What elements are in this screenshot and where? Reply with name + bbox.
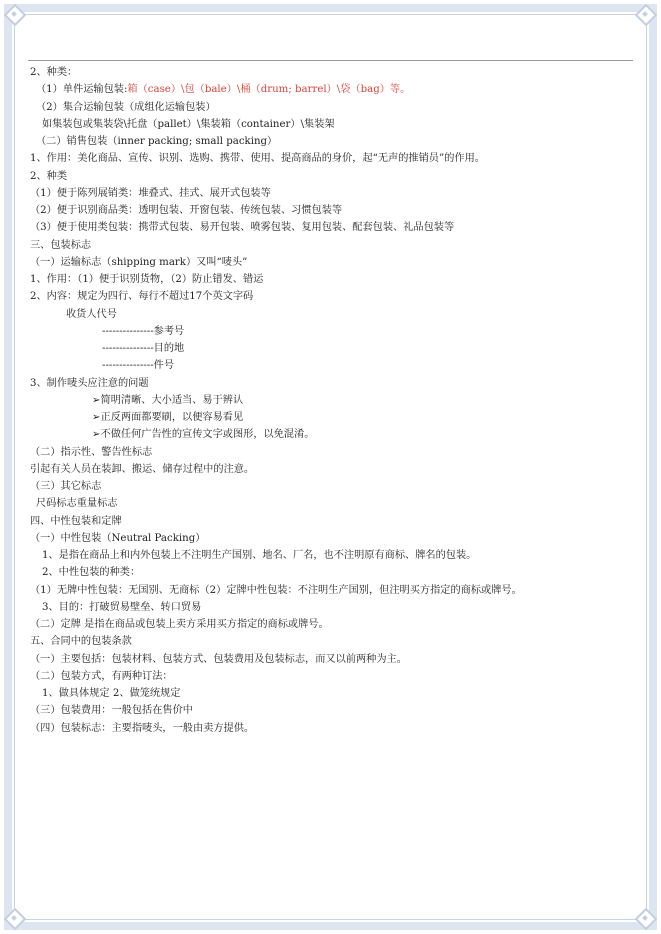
text-line: ---------------件号 [102,360,175,372]
text-line [30,81,640,98]
text-line: 2、中性包装的种类： [42,567,141,579]
corner-ornament-icon [2,2,28,28]
text-line: （2）集合运输包装（成组化运输包装） [36,101,216,113]
text-line: 2、种类： [30,67,78,78]
text-line: （一）运输标志（shipping mark）又叫“唛头” [30,256,248,268]
text-line: 2、种类 [30,170,68,182]
section-heading: 五、合同中的包装条款 [30,636,132,648]
text-line: （1）无牌中性包装：无国别、无商标（2）定牌中性包装：不注明生产国别，但注明买方指定的商标或牌号。 [30,584,522,596]
text-line: （3）便于使用类包装：携带式包装、易开包装、喷雾包装、复用包装、配套包装、礼品包装等 [30,222,455,234]
header-rule [28,60,633,61]
corner-ornament-icon [2,906,28,932]
text-line: （2）便于识别商品类：透明包装、开窗包装、传统包装、习惯包装等 [30,205,343,216]
text-line: （四）包装标志：主要指唛头，一般由卖方提供。 [30,722,255,734]
text-line: （二）定牌 是指在商品或包装上卖方采用买方指定的商标或牌号。 [30,619,329,630]
bullet-item: ➢不做任何广告性的宣传文字或图形，以免混淆。 [92,429,315,441]
text-line: 1、做具体规定 2、做笼统规定 [42,688,181,699]
text-line: 1、作用：美化商品、宣传、识别、选购、携带、使用、提高商品的身价，起“无声的推销员”的作用。 [30,153,485,165]
text-line: （二）销售包装（inner packing; small packing） [36,136,278,147]
text-line: （一）中性包装（Neutral Packing） [30,532,206,544]
section-heading: 三、包装标志 [30,239,92,251]
text-line: 3、目的：打破贸易壁垒、转口贸易 [42,601,202,613]
bullet-item: ➢简明清晰、大小适当、易于辨认 [92,394,244,406]
text-line: 2、内容：规定为四行、每行不超过17个英文字码 [30,291,254,303]
section-heading: 四、中性包装和定牌 [30,515,122,527]
document-body [30,64,640,737]
text-line: 如集装包或集装袋\托盘（pallet）\集装箱（container）\集装架 [42,118,335,130]
text-line: 尺码标志重量标志 [36,498,118,510]
text-line: 1、是指在商品上和内外包装上不注明生产国别、地名、厂名，也不注明原有商标、牌名的包装。 [42,550,477,561]
text-line: （1）便于陈列展销类：堆叠式、挂式、展开式包装等 [30,187,271,199]
text-line: （一）主要包括：包装材料、包装方式、包装费用及包装标志，而又以前两种为主。 [30,653,407,665]
text-line: ---------------目的地 [102,343,185,354]
text-line: （二）指示性、警告性标志 [30,446,153,458]
text-line: ---------------参考号 [102,325,185,337]
text-line: 1、作用：（1）便于识别货物，（2）防止错发、错运 [30,274,264,285]
text-line: 收货人代号 [66,308,117,320]
bullet-item: ➢正反两面都要刷，以便容易看见 [92,412,244,423]
text-line: （三）包装费用：一般包括在售价中 [30,705,193,717]
text-line: 引起有关人员在装卸、搬运、储存过程中的注意。 [30,463,255,475]
text-line: 3、制作唛头应注意的问题 [30,377,149,389]
text-line: （二）包装方式，有两种订法： [30,670,173,682]
corner-ornament-icon [633,906,659,932]
highlight-text: 箱（case）\包（bale）\桶（drum; barrel）\袋（bag）等。 [127,84,411,96]
text-line: （三）其它标志 [30,481,102,492]
corner-ornament-icon [633,2,659,28]
label-text: （1）单件运输包装: [36,84,128,96]
